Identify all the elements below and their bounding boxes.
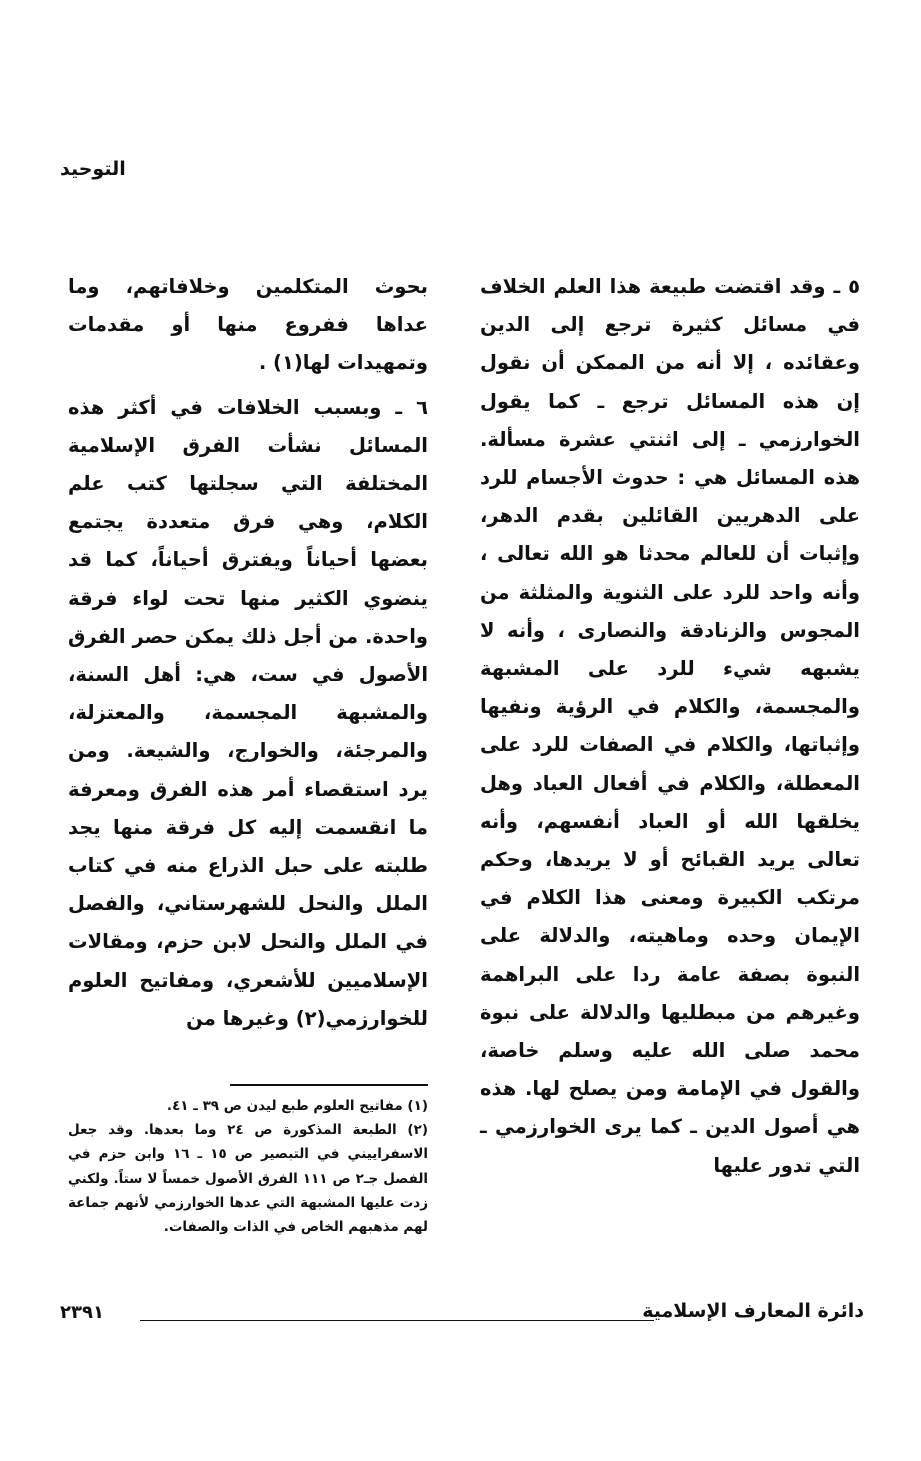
paragraph-6: ٦ ـ وبسبب الخلافات في أكثر هذه المسائل نشأت الفرق الإسلامية المختلفة التي سجلتها كتب علم الكلام، وهي فرق متعددة يجتمع بعضها أحياناً ويفترق أحياناً، كما قد ينضوي الكثير منها تحت لواء فرقة واحدة. من أجل ذلك يمكن حصر الفرق الأصول في ست، هي: أهل السنة، والمشبهة المجسمة، والمعتزلة، والمرجئة، والخوارج، والشيعة. ومن يرد استقصاء أمر هذه الفرق ومعرفة ما انقسمت إليه كل فرقة منها يجد طلبته على حبل الذراع منه في كتاب الملل والنحل للشهرستاني، والفصل في الملل والنحل لابن حزم، ومقالات الإسلاميين للأشعري، ومفاتيح العلوم للخوارزمي(٢) وغيرها من [68, 395, 428, 1030]
running-head: التوحيد [60, 158, 126, 180]
footer-title: دائرة المعارف الإسلامية [642, 1300, 864, 1322]
footnote-1: (١) مفاتيح العلوم طبع ليدن ص ٣٩ ـ ٤١. [166, 1098, 428, 1114]
page-footer [60, 1300, 864, 1330]
footnotes [68, 1094, 428, 1239]
page-number: ٢٣٩١ [60, 1302, 104, 1323]
footnote-divider [230, 1084, 428, 1086]
footnote-2: (٢) الطبعة المذكورة ص ٢٤ وما بعدها. وقد جعل الاسفراييني في التبصير ص ١٥ ـ ١٦ وابن حزم في الفصل جـ٢ ص ١١١ الفرق الأصول خمساً لا ستاً. ولكني زدت عليها المشبهة التي عدها الخوارزمي لأنهم جماعة لهم مذهبهم الخاص في الذات والصفات. [68, 1122, 429, 1236]
right-column [480, 268, 860, 1185]
paragraph-5: ٥ ـ وقد اقتضت طبيعة هذا العلم الخلاف في مسائل كثيرة ترجع إلى الدين وعقائده ، إلا أنه من الممكن أن نقول إن هذه المسائل ترجع ـ كما يقول الخوارزمي ـ إلى اثنتي عشرة مسألة. هذه المسائل هي : حدوث الأجسام للرد على الدهريين القائلين بقدم الدهر، وإثبات أن للعالم محدثا هو الله تعالى ، وأنه واحد للرد على الثنوية والمثلثة من المجوس والزنادقة والنصارى ، وأنه لا يشبهه شيء للرد على المشبهة والمجسمة، والكلام في الرؤية ونفيها وإثباتها، والكلام في الصفات للرد على المعطلة، والكلام في أفعال العباد وهل يخلقها الله أو العباد أنفسهم، وأنه تعالى يريد القبائح أو لا يريدها، وحكم مرتكب الكبيرة ومعنى هذا الكلام في الإيمان وحده وماهيته، والدلالة على النبوة بصفة عامة ردا على البراهمة وغيرهم من مبطليها والدلالة على نبوة محمد صلى الله عليه وسلم خاصة، والقول في الإمامة ومن يصلح لها. هذه هي أصول الدين ـ كما يرى الخوارزمي ـ التي تدور عليها [480, 275, 860, 1177]
footer-rule [140, 1320, 654, 1321]
paragraph-continuation: بحوث المتكلمين وخلافاتهم، وما عداها ففروع منها أو مقدمات وتمهيدات لها(١) . [68, 275, 428, 375]
left-column [68, 268, 428, 1038]
